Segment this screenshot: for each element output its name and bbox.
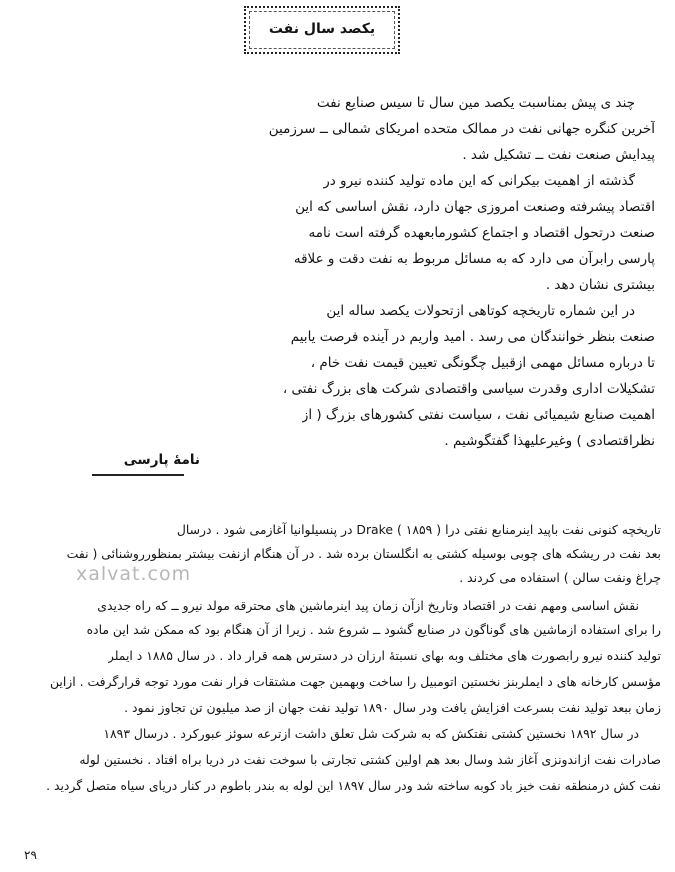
history-line: بعد نفت در ریشکه های چوبی بوسیله کشتی به انگلستان برده شد . در آن هنگام ازنفت بیشتر بمنظورروشنائی ( نفت [66,546,661,561]
history-line: نقش اساسی ومهم نفت در اقتصاد وتاریخ ازآن زمان پید اینرماشین های محترقه مولد نیرو ــ که راه جدیدی [97,598,639,613]
intro-line: نظراقتصادی ) وغیرعلیهذا گفتگوشیم . [444,433,655,449]
history-line: تولید کننده نیرو رابصورت های مختلف وبه بهای نسبتهٔ ارزان در دسترس همه قرار داد . در سال ۱۸۸۵ د ایملر [107,648,661,663]
history-line: صادرات نفت ازاندونزی آغاز شد وسال بعد هم اولین کشتی تجارتی با سوخت نفت در دریا براه افتاد . نخستین لوله [79,752,661,767]
history-line: زمان ببعد تولید نفت بسرعت افزایش یافت ودر سال ۱۸۹۰ تولید نفت جهان از صد میلیون تن تجاوز نمود . [124,700,661,715]
signature: نامهٔ پارسی [123,452,200,468]
intro-line: در این شماره تاریخچه کوتاهی ازتحولات یکصد ساله این [326,303,635,319]
history-line: را برای استفاده ازماشین های گوناگون در صنایع گشود ــ شروع شد . زیرا از آن هنگام بود که ممکن شد این ماده [86,622,661,637]
title-frame [244,6,400,54]
history-line: تاریخچه کنونی نفت باپید اینرمنابع نفتی درا Drake ( ۱۸۵۹ ) در پنسیلوانیا آغازمی شود . درسال [176,522,661,537]
signature-underline [92,474,184,476]
intro-line: پیدایش صنعت نفت ــ تشکیل شد . [462,147,655,163]
intro-line: اهمیت صنایع شیمیائی نفت ، سیاست نفتی کشورهای بزرگ ( از [301,407,655,423]
intro-line: اقتصاد پیشرفته وصنعت امروزی جهان دارد، نقش اساسی که این [295,199,655,215]
history-line: مؤسس کارخانه های د ایملربنز نخستین اتومبیل را ساخت وبهمین جهت مشتقات فرار نفت مورد توجه قرارگرفت . ازاین [49,674,661,689]
intro-line: صنعت بنظر خوانندگان می رسد . امید واریم در آینده فرصت یابیم [290,329,655,345]
page-title: یکصد سال نفت [268,21,376,37]
intro-line: چند ی پیش بمناسبت یکصد مین سال تا سیس صنایع نفت [316,95,635,111]
intro-line: پارسی رابرآن می دارد که به مسائل مربوط به نفت دقت و علاقه [293,251,655,267]
history-line: نفت کش درمنطقه نفت خیز باد کوبه ساخته شد ودر سال ۱۸۹۷ این لوله به بندر باطوم در کنار دریای سیاه متصل گردید . [46,778,661,793]
intro-line: بیشتری نشان دهد . [545,277,655,293]
history-line: چراغ ونفت سالن ) استفاده می کردند . [459,570,661,585]
intro-line: آخرین کنگره جهانی نفت در ممالک متحده امریکای شمالی ــ سرزمین [268,121,655,137]
page-number: ۲۹ [24,848,37,862]
intro-line: تا درباره مسائل مهمی ازقبیل چگونگی تعیین قیمت نفت خام ، [310,355,655,371]
intro-line: صنعت درتحول اقتصاد و اجتماع کشورمابعهده گرفته است نامه [308,225,655,241]
history-line: در سال ۱۸۹۲ نخستین کشتی نفتکش که به شرکت شل تعلق داشت ازترعه سوئز عبورکرد . درسال ۱۸۹۳ [103,726,639,741]
intro-line: گذشته از اهمیت بیکرانی که این ماده تولید کننده نیرو در [323,173,635,189]
intro-line: تشکیلات اداری وقدرت سیاسی واقتصادی شرکت های بزرگ نفتی ، [282,381,655,397]
watermark: xalvat.com [76,563,192,585]
